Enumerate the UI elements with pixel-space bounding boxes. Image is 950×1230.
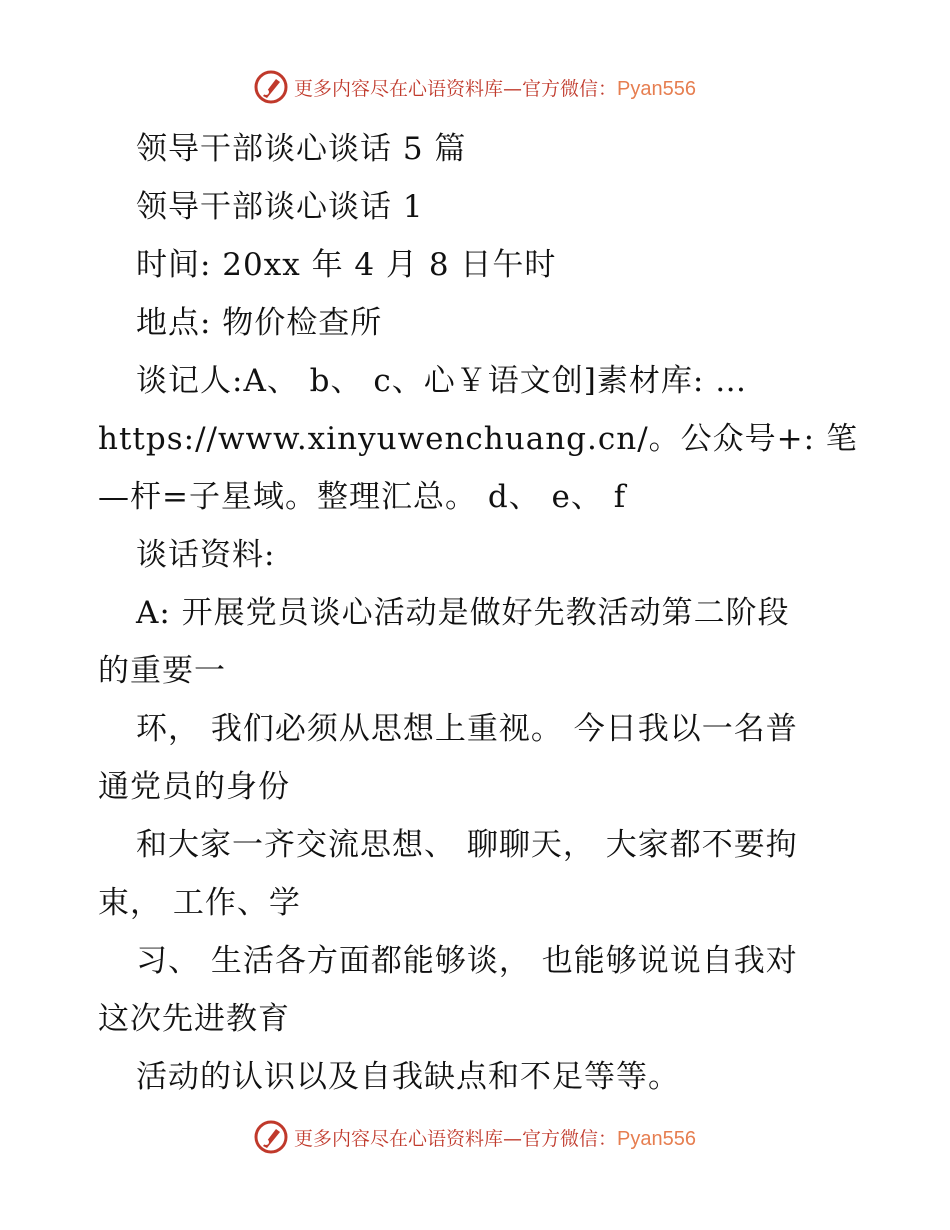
doc-title: 领导干部谈心谈话 5 篇 <box>136 131 467 167</box>
text-line: 通党员的身份 <box>98 769 290 805</box>
document-body <box>98 120 858 1106</box>
text-line: —杆=子星域。整理汇总。 d、 e、 f <box>98 479 627 515</box>
content-heading: 谈话资料: <box>136 537 276 573</box>
text-line: 束， 工作、学 <box>98 885 301 921</box>
location-line: 地点: 物价检查所 <box>136 305 383 341</box>
time-line: 时间: 20xx 年 4 月 8 日午时 <box>136 247 557 283</box>
text-line: A: 开展党员谈心活动是做好先教活动第二阶段 <box>136 595 790 631</box>
text-line: https://www.xinyuwenchuang.cn/。公众号+: 笔 <box>98 421 858 457</box>
pen-logo-icon <box>254 70 288 104</box>
footer-watermark <box>0 1120 950 1154</box>
text-line: 的重要一 <box>98 653 226 689</box>
text-line: 环， 我们必须从思想上重视。 今日我以一名普 <box>136 711 798 747</box>
text-line: 活动的认识以及自我缺点和不足等等。 <box>136 1059 680 1095</box>
pen-logo-icon <box>254 1120 288 1154</box>
header-watermark <box>0 70 950 104</box>
text-line: 这次先进教育 <box>98 1001 290 1037</box>
recorder-line: 谈记人:A、 b、 c、心￥语文创]素材库: … <box>136 363 748 399</box>
text-line: 习、 生活各方面都能够谈， 也能够说说自我对 <box>136 943 798 979</box>
text-line: 和大家一齐交流思想、 聊聊天， 大家都不要拘 <box>136 827 798 863</box>
watermark-text: 更多内容尽在心语资料库—官方微信：Pyan556 <box>294 1127 696 1150</box>
section-heading: 领导干部谈心谈话 1 <box>136 189 424 225</box>
watermark-text: 更多内容尽在心语资料库—官方微信：Pyan556 <box>294 77 696 100</box>
